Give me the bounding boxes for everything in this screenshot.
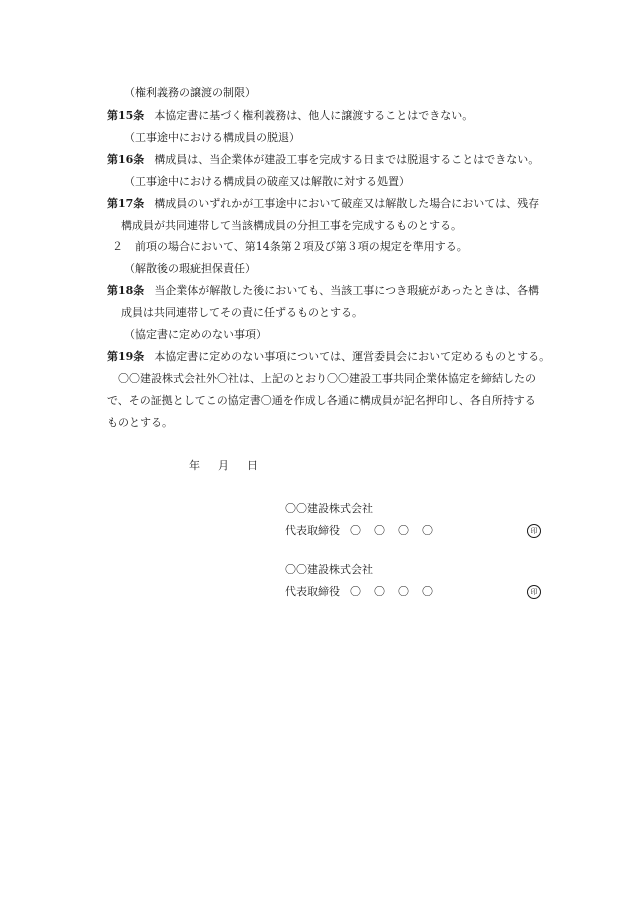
closing-line-3: ものとする。	[107, 416, 173, 429]
signatory-2-company: 〇〇建設株式会社	[285, 563, 373, 576]
date-line	[189, 459, 258, 473]
paragraph-text: 前項の場合において、第14条第２項及び第３項の規定を準用する。	[135, 240, 468, 253]
paragraph-number: ２	[112, 240, 123, 253]
article-number: 第16条	[107, 153, 145, 166]
article-text: 本協定書に基づく権利義務は、他人に譲渡することはできない。	[154, 109, 474, 122]
article-16	[107, 153, 539, 167]
seal-mark: 印	[527, 585, 541, 599]
representative-title: 代表取締役	[285, 524, 340, 537]
closing-line-1: 〇〇建設株式会社外〇社は、上記のとおり〇〇建設工事共同企業体協定を締結したの	[118, 372, 536, 385]
date-day: 日	[247, 459, 258, 472]
article-18-continuation: 成員は共同連帯してその責に任ずるものとする。	[121, 306, 363, 319]
paragraph-2	[112, 240, 468, 254]
article-text: 本協定書に定めのない事項については、運営委員会において定めるものとする。	[154, 350, 551, 363]
signatory-1-company: 〇〇建設株式会社	[285, 502, 373, 515]
article-number: 第19条	[107, 350, 145, 363]
article-19	[107, 350, 550, 364]
article-text: 構成員は、当企業体が建設工事を完成する日までは脱退することはできない。	[154, 153, 540, 166]
signatory-1-representative	[285, 524, 446, 538]
heading-article-15: （権利義務の譲渡の制限）	[124, 86, 256, 99]
article-number: 第17条	[107, 197, 145, 210]
article-18	[107, 284, 539, 298]
article-17	[107, 197, 539, 211]
date-year: 年	[189, 459, 200, 472]
article-number: 第15条	[107, 109, 145, 122]
heading-article-16: （工事途中における構成員の脱退）	[124, 131, 300, 144]
heading-article-18: （解散後の瑕疵担保責任）	[124, 262, 256, 275]
date-month: 月	[218, 459, 229, 472]
heading-article-17: （工事途中における構成員の破産又は解散に対する処置）	[124, 175, 410, 188]
article-15	[107, 109, 473, 123]
article-text: 構成員のいずれかが工事途中において破産又は解散した場合においては、残存	[154, 197, 540, 210]
seal-mark: 印	[527, 524, 541, 538]
representative-name: 〇 〇 〇 〇	[350, 585, 433, 598]
closing-line-2: で、その証拠としてこの協定書〇通を作成し各通に構成員が記名押印し、各自所持する	[107, 394, 536, 407]
signatory-2-representative	[285, 585, 446, 599]
representative-name: 〇 〇 〇 〇	[350, 524, 433, 537]
article-text: 当企業体が解散した後においても、当該工事につき瑕疵があったときは、各構	[154, 284, 539, 297]
representative-title: 代表取締役	[285, 585, 340, 598]
heading-article-19: （協定書に定めのない事項）	[124, 328, 267, 341]
article-17-continuation: 構成員が共同連帯して当該構成員の分担工事を完成するものとする。	[121, 219, 462, 232]
article-number: 第18条	[107, 284, 145, 297]
